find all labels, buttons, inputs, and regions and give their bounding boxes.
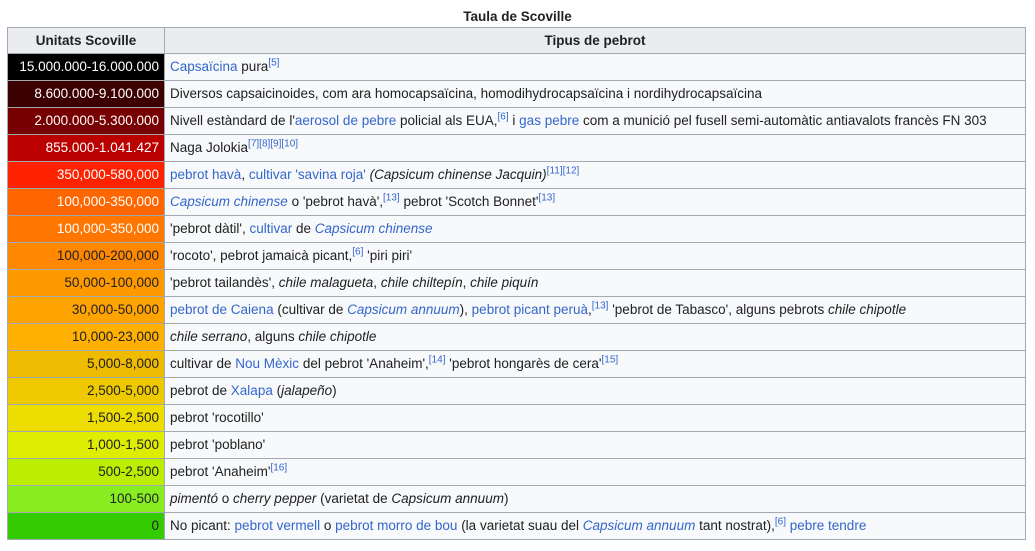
description-text: (la varietat suau del <box>457 518 583 533</box>
pepper-type-cell <box>165 216 1026 243</box>
wiki-link[interactable]: aerosol de pebre <box>294 113 397 128</box>
description-text: No picant: <box>170 518 235 533</box>
table-row <box>8 216 1026 243</box>
scoville-units-cell: 1,500-2,500 <box>8 405 165 432</box>
description-text: Nivell estàndard de l' <box>170 113 295 128</box>
scoville-units-cell: 500-2,500 <box>8 459 165 486</box>
reference-link[interactable]: [11][12] <box>546 165 580 177</box>
description-text: , <box>588 302 592 317</box>
description-text: 'pebrot hongarès de cera' <box>445 356 602 371</box>
wiki-link[interactable]: gas pebre <box>519 113 580 128</box>
wiki-link[interactable]: pebre tendre <box>789 518 867 533</box>
scoville-table <box>7 27 1026 540</box>
description-text: de <box>292 221 315 236</box>
description-text: cultivar de <box>170 356 236 371</box>
description-text: ( <box>272 383 282 398</box>
table-row <box>8 351 1026 378</box>
reference-link[interactable]: [7][8][9][10] <box>248 138 299 150</box>
description-text: 'pebrot dàtil', <box>170 221 250 236</box>
pepper-type-cell <box>165 189 1026 216</box>
table-row <box>8 108 1026 135</box>
description-text: Naga Jolokia <box>170 140 249 155</box>
description-text: chile malagueta <box>278 275 374 290</box>
description-text: o 'pebrot havà', <box>287 194 384 209</box>
description-text: pimentó <box>170 491 219 506</box>
table-row <box>8 162 1026 189</box>
wiki-link[interactable]: pebrot vermell <box>234 518 321 533</box>
description-text: Capsicum annuum <box>391 491 504 506</box>
reference-link[interactable]: [13] <box>591 300 609 312</box>
scoville-units-cell: 350,000-580,000 <box>8 162 165 189</box>
pepper-type-cell <box>165 324 1026 351</box>
description-text: , <box>462 275 471 290</box>
table-row <box>8 486 1026 513</box>
pepper-type-cell <box>165 378 1026 405</box>
wiki-link[interactable]: Nou Mèxic <box>235 356 300 371</box>
scoville-units-cell: 15.000.000-16.000.000 <box>8 54 165 81</box>
description-text: o <box>320 518 336 533</box>
pepper-type-cell <box>165 486 1026 513</box>
pepper-type-cell <box>165 81 1026 108</box>
scoville-units-cell: 10,000-23,000 <box>8 324 165 351</box>
description-text: jalapeño <box>281 383 333 398</box>
reference-link[interactable]: [6] <box>774 516 786 528</box>
table-row <box>8 54 1026 81</box>
scoville-units-cell: 855.000-1.041.427 <box>8 135 165 162</box>
table-caption: Taula de Scoville <box>463 9 572 24</box>
scoville-units-cell: 5,000-8,000 <box>8 351 165 378</box>
pepper-type-cell <box>165 432 1026 459</box>
scoville-units-cell: 1,000-1,500 <box>8 432 165 459</box>
description-text: pura <box>237 59 269 74</box>
reference-link[interactable]: [13] <box>383 192 400 204</box>
pepper-type-cell <box>165 405 1026 432</box>
table-row <box>8 81 1026 108</box>
table-row <box>8 135 1026 162</box>
description-text: pebrot 'rocotillo' <box>170 410 264 425</box>
scoville-units-cell: 100,000-350,000 <box>8 189 165 216</box>
description-text: ) <box>503 491 509 506</box>
scoville-units-cell: 100,000-200,000 <box>8 243 165 270</box>
description-text: pebrot 'poblano' <box>170 437 266 452</box>
reference-link[interactable]: [14] <box>428 354 446 366</box>
scoville-units-cell: 0 <box>8 513 165 540</box>
description-text: , alguns <box>247 329 299 344</box>
description-text: i <box>508 113 520 128</box>
description-text: chile serrano <box>170 329 248 344</box>
header-pepper-type: Tipus de pebrot <box>165 28 1026 54</box>
scoville-units-cell: 100,000-350,000 <box>8 216 165 243</box>
scoville-units-cell: 8.600.000-9.100.000 <box>8 81 165 108</box>
description-text: pebrot de <box>170 383 231 398</box>
description-text: 'rocoto', pebrot jamaicà picant, <box>170 248 353 263</box>
wiki-link[interactable]: cultivar <box>248 167 292 182</box>
description-text: , <box>373 275 381 290</box>
description-text: chile chiltepín <box>380 275 463 290</box>
description-text: (cultivar de <box>273 302 348 317</box>
wiki-link[interactable]: pebrot morro de bou <box>335 518 458 533</box>
table-row <box>8 432 1026 459</box>
wiki-link[interactable]: pebrot picant peruà <box>471 302 589 317</box>
description-text: (Capsicum chinense Jacquin) <box>369 167 547 182</box>
pepper-type-cell <box>165 351 1026 378</box>
scoville-units-cell: 50,000-100,000 <box>8 270 165 297</box>
pepper-type-cell <box>165 513 1026 540</box>
description-text: del pebrot 'Anaheim', <box>299 356 429 371</box>
description-text: 'pebrot tailandès', <box>170 275 279 290</box>
pepper-type-cell <box>165 243 1026 270</box>
table-row <box>8 405 1026 432</box>
table-row <box>8 270 1026 297</box>
reference-link[interactable]: [13] <box>538 192 556 204</box>
reference-link[interactable]: [15] <box>601 354 619 366</box>
wiki-link[interactable]: Xalapa <box>230 383 273 398</box>
pepper-type-cell <box>165 459 1026 486</box>
pepper-type-cell <box>165 270 1026 297</box>
table-row <box>8 459 1026 486</box>
pepper-type-cell <box>165 54 1026 81</box>
description-text: o <box>218 491 234 506</box>
description-text: ) <box>332 383 337 398</box>
table-row <box>8 378 1026 405</box>
description-text: chile chipotle <box>828 302 907 317</box>
description-text: tant nostrat), <box>695 518 775 533</box>
wiki-link[interactable]: Capsicum chinense <box>170 194 288 209</box>
table-row <box>8 513 1026 540</box>
pepper-type-cell <box>165 162 1026 189</box>
description-text: ), <box>459 302 472 317</box>
description-text: chile piquín <box>470 275 539 290</box>
scoville-units-cell: 2.000.000-5.300.000 <box>8 108 165 135</box>
table-row <box>8 297 1026 324</box>
description-text: com a munició pel fusell semi-automàtic antiavalots francès FN 303 <box>579 113 987 128</box>
wiki-link[interactable]: Capsicum annuum <box>582 518 696 533</box>
reference-link[interactable]: [5] <box>268 57 280 69</box>
wiki-link[interactable]: Capsaïcina <box>170 59 238 74</box>
pepper-type-cell <box>165 135 1026 162</box>
description-text: policial als EUA, <box>396 113 498 128</box>
wiki-link[interactable]: pebrot havà <box>170 167 242 182</box>
reference-link[interactable]: [16] <box>270 462 288 474</box>
description-text: cherry pepper <box>233 491 317 506</box>
scoville-units-cell: 100-500 <box>8 486 165 513</box>
reference-link[interactable]: [6] <box>497 111 509 123</box>
table-row <box>8 243 1026 270</box>
description-text: chile chipotle <box>298 329 377 344</box>
header-row <box>8 28 1026 54</box>
wiki-link[interactable]: Capsicum annuum <box>347 302 460 317</box>
description-text: Diversos capsaicinoides, com ara homocapsaïcina, homodihydrocapsaïcina i nordihydrocapsaïcina <box>170 86 763 101</box>
scoville-units-cell: 30,000-50,000 <box>8 297 165 324</box>
table-row <box>8 324 1026 351</box>
description-text: (varietat de <box>316 491 392 506</box>
description-text: 'piri piri' <box>363 248 413 263</box>
pepper-type-cell <box>165 108 1026 135</box>
scoville-units-cell: 2,500-5,000 <box>8 378 165 405</box>
description-text: , <box>241 167 249 182</box>
wiki-link[interactable]: 'savina roja' <box>295 167 366 182</box>
pepper-type-cell <box>165 297 1026 324</box>
reference-link[interactable]: [6] <box>352 246 364 258</box>
wiki-link[interactable]: Capsicum chinense <box>314 221 433 236</box>
table-row <box>8 189 1026 216</box>
wiki-link[interactable]: pebrot de Caiena <box>170 302 274 317</box>
wiki-link[interactable]: cultivar <box>249 221 293 236</box>
header-units: Unitats Scoville <box>8 28 165 54</box>
description-text: pebrot 'Anaheim' <box>170 464 271 479</box>
description-text: 'pebrot de Tabasco', alguns pebrots <box>608 302 829 317</box>
description-text: pebrot 'Scotch Bonnet' <box>399 194 539 209</box>
